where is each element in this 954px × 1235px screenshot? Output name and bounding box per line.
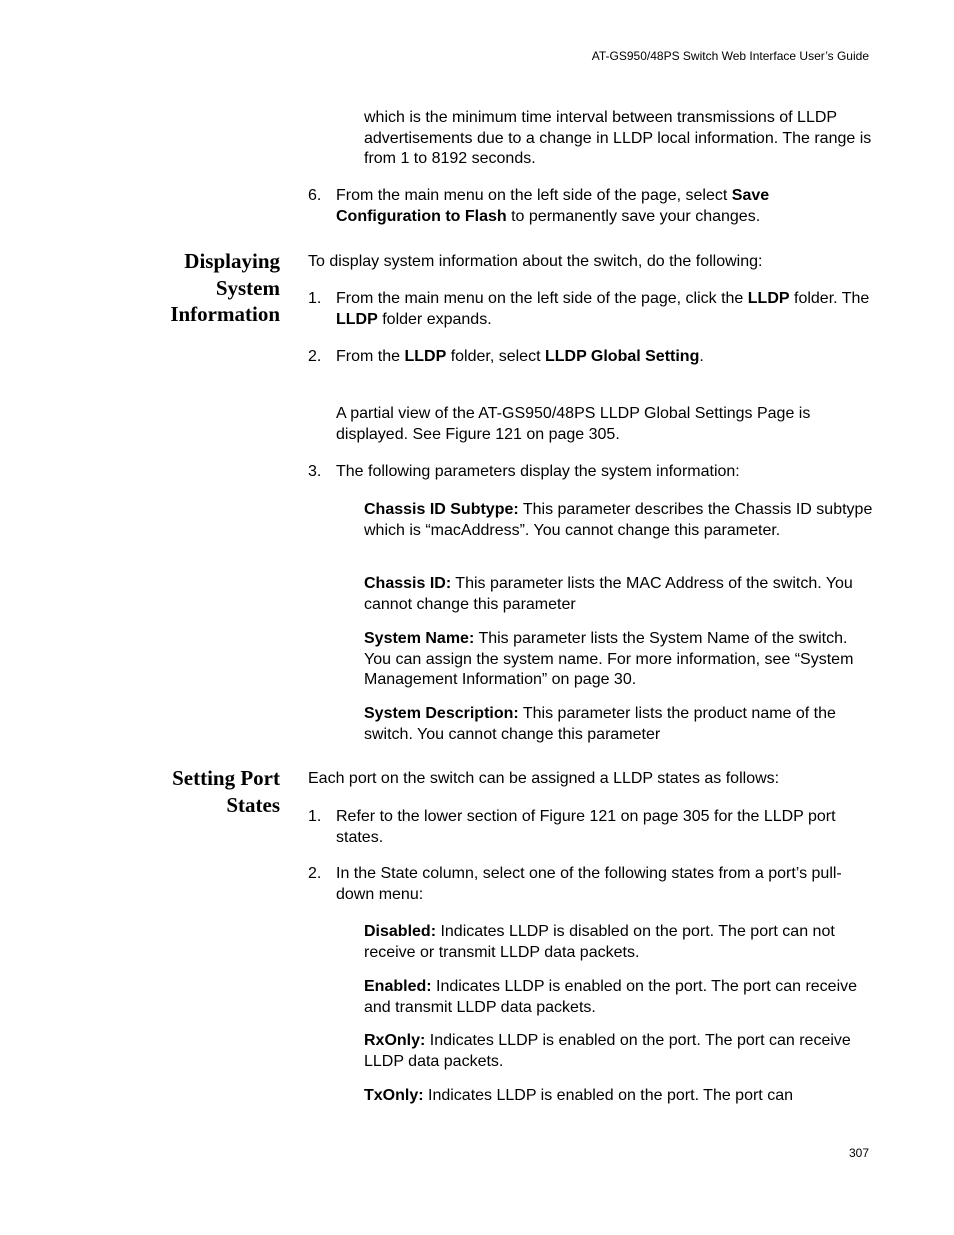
section-heading-setting-port-states: Setting Port States xyxy=(172,766,280,817)
section-heading-displaying-system-information: Displaying System Information xyxy=(170,249,280,326)
page-number: 307 xyxy=(848,1146,869,1160)
step-6-text: From the main menu on the left side of the page, select Save Configuration to Flash to permanently save your changes. xyxy=(336,187,770,225)
step-number: 3. xyxy=(308,463,322,480)
param-chassis-id-subtype: Chassis ID Subtype: This parameter describes the Chassis ID subtype which is “macAddress”. You cannot change this parameter. xyxy=(364,501,873,539)
section-intro: To display system information about the switch, do the following: xyxy=(308,253,763,270)
port-step-1-text: Refer to the lower section of Figure 121 on page 305 for the LLDP port states. xyxy=(336,808,836,846)
state-rxonly: RxOnly: Indicates LLDP is enabled on the port. The port can receive LLDP data packets. xyxy=(364,1032,851,1070)
running-header: AT-GS950/48PS Switch Web Interface User’s Guide xyxy=(591,49,869,63)
step-number: 2. xyxy=(308,348,322,365)
param-system-name: System Name: This parameter lists the System Name of the switch. You can assign the system name. For more information, see “System Management Information” on page 30. xyxy=(364,630,854,688)
continued-paragraph: which is the minimum time interval between transmissions of LLDP advertisements due to a change in LLDP local information. The range is from 1 to 8192 seconds. xyxy=(364,109,872,167)
port-step-2-text: In the State column, select one of the following states from a port’s pull-down menu: xyxy=(336,865,842,903)
step-number: 6. xyxy=(308,187,322,204)
step-number: 1. xyxy=(308,290,322,307)
step-number: 1. xyxy=(308,808,322,825)
step-1-text: From the main menu on the left side of the page, click the LLDP folder. The LLDP folder expands. xyxy=(336,290,870,328)
step-number: 2. xyxy=(308,865,322,882)
section-intro: Each port on the switch can be assigned a LLDP states as follows: xyxy=(308,770,780,787)
state-txonly: TxOnly: Indicates LLDP is enabled on the port. The port can xyxy=(364,1087,793,1104)
partial-view-note: A partial view of the AT-GS950/48PS LLDP Global Settings Page is displayed. See Figure 121 on page 305. xyxy=(336,405,811,443)
state-disabled: Disabled: Indicates LLDP is disabled on the port. The port can not receive or transmit LLDP data packets. xyxy=(364,923,835,961)
state-enabled: Enabled: Indicates LLDP is enabled on the port. The port can receive and transmit LLDP data packets. xyxy=(364,978,858,1016)
param-system-description: System Description: This parameter lists the product name of the switch. You cannot change this parameter xyxy=(364,705,836,743)
step-3-text: The following parameters display the system information: xyxy=(336,463,740,480)
step-2-text: From the LLDP folder, select LLDP Global Setting. xyxy=(336,348,704,365)
param-chassis-id: Chassis ID: This parameter lists the MAC Address of the switch. You cannot change this parameter xyxy=(364,575,853,613)
